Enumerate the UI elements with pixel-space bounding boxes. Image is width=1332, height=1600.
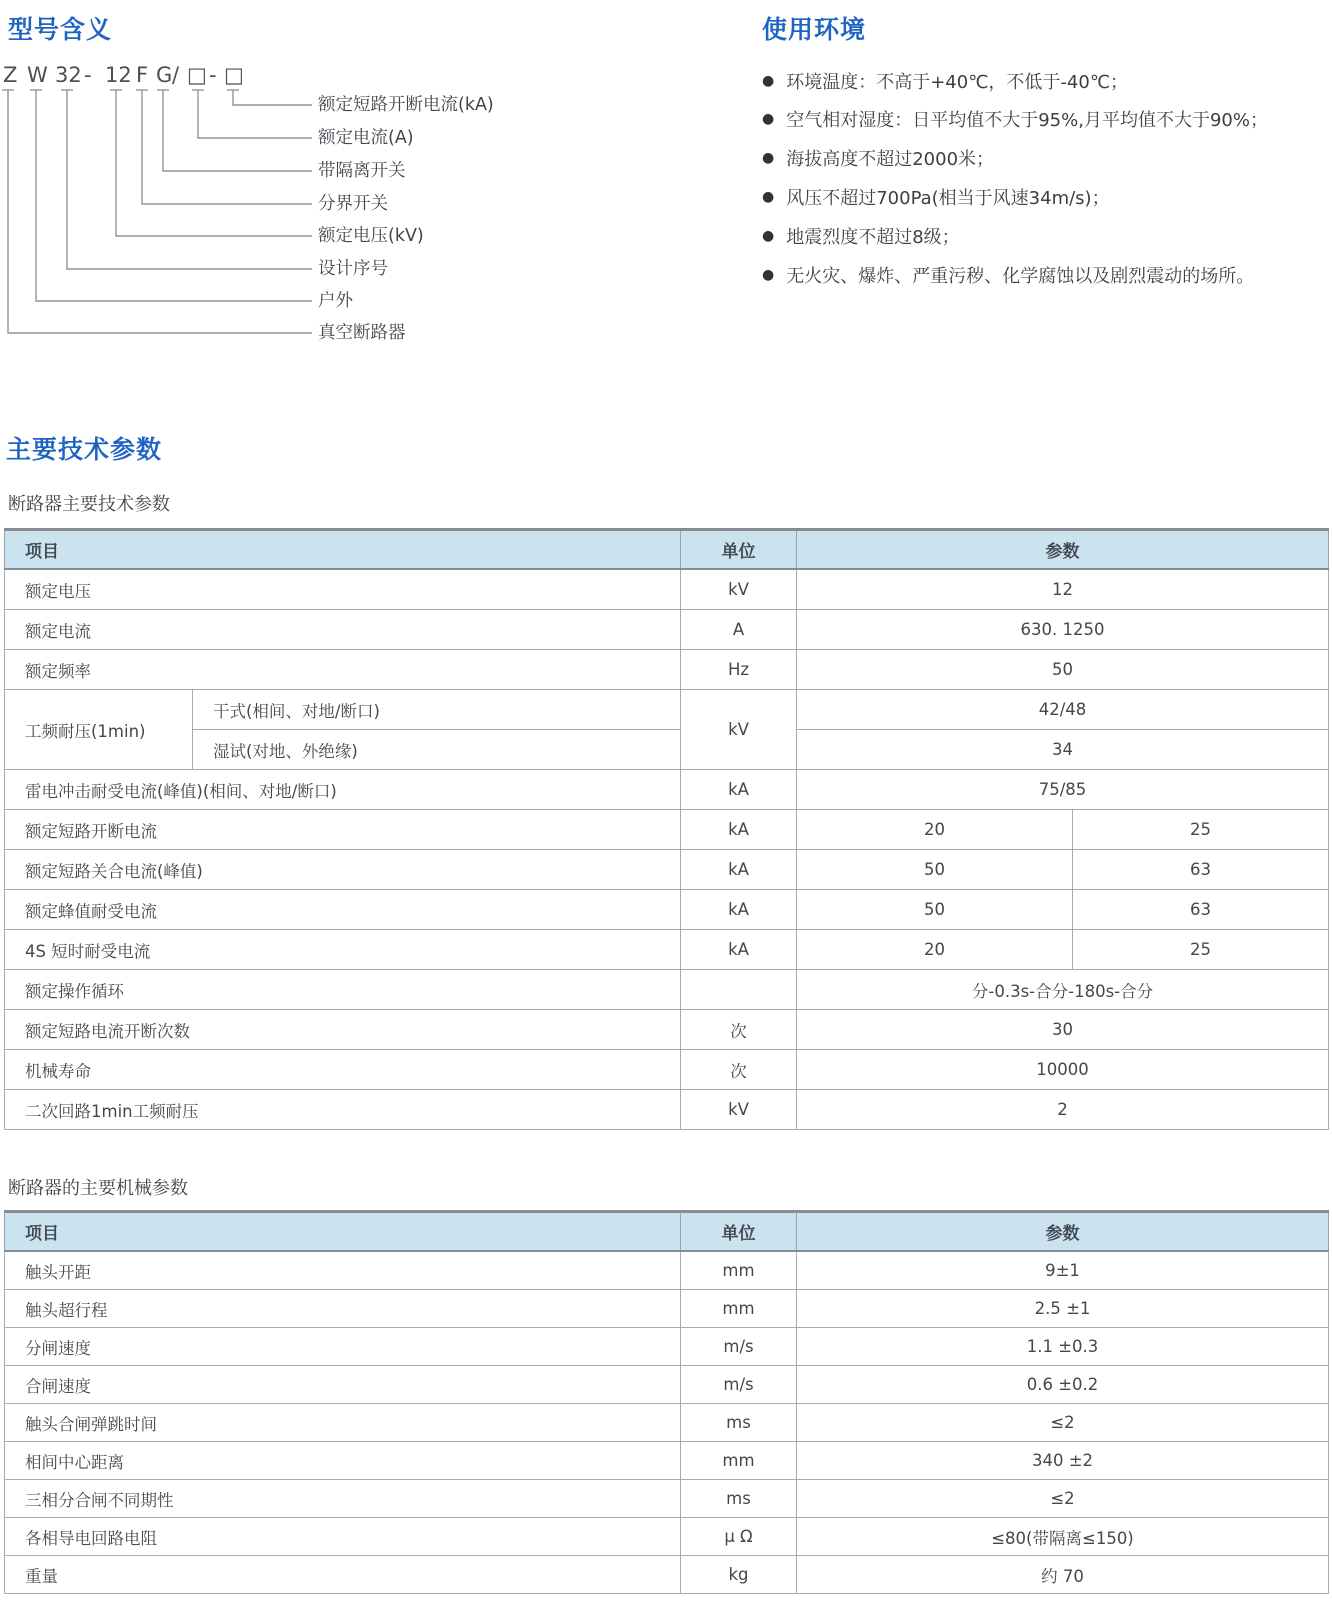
table-row xyxy=(5,1328,1329,1366)
value-cell: 12 xyxy=(797,569,1329,610)
item-cell: 触头超行程 xyxy=(5,1290,681,1328)
environment-item xyxy=(762,68,1128,94)
table-row xyxy=(5,690,1329,730)
table-row xyxy=(5,650,1329,690)
item-cell: 额定短路开断电流 xyxy=(5,810,681,850)
item-cell: 二次回路1min工频耐压 xyxy=(5,1090,681,1130)
column-header-item: 项目 xyxy=(5,1212,681,1252)
unit-cell: ms xyxy=(681,1480,797,1518)
item-cell: 额定短路关合电流(峰值) xyxy=(5,850,681,890)
model-code-placeholder-box: □ xyxy=(187,63,207,87)
table-row xyxy=(5,610,1329,650)
value-cell: 50 xyxy=(797,850,1073,890)
model-label: 分界开关 xyxy=(318,194,388,214)
unit-cell: kV xyxy=(681,1090,797,1130)
unit-cell: ms xyxy=(681,1404,797,1442)
table-row xyxy=(5,850,1329,890)
table-row xyxy=(5,1010,1329,1050)
value-cell: 630. 1250 xyxy=(797,610,1329,650)
unit-cell: kV xyxy=(681,690,797,770)
item-cell: 触头开距 xyxy=(5,1251,681,1290)
table-row xyxy=(5,890,1329,930)
unit-cell: mm xyxy=(681,1251,797,1290)
bullet-icon: ● xyxy=(762,111,775,127)
unit-cell: mm xyxy=(681,1442,797,1480)
unit-cell: A xyxy=(681,610,797,650)
unit-cell: kA xyxy=(681,890,797,930)
mech-table-caption: 断路器的主要机械参数 xyxy=(8,1178,188,1199)
table-row xyxy=(5,1290,1329,1328)
column-header-unit: 单位 xyxy=(681,530,797,570)
tech-section-title: 主要技术参数 xyxy=(6,435,163,464)
bullet-icon: ● xyxy=(762,150,775,166)
model-label: 额定短路开断电流(kA) xyxy=(318,95,494,115)
breaker-technical-parameters-table xyxy=(4,528,1329,1130)
tech-table-caption: 断路器主要技术参数 xyxy=(8,494,170,515)
item-group-cell: 工频耐压(1min) xyxy=(5,690,193,770)
value-cell: 20 xyxy=(797,810,1073,850)
value-cell: 340 ±2 xyxy=(797,1442,1329,1480)
value-cell: ≤2 xyxy=(797,1480,1329,1518)
environment-item-text: 环境温度：不高于+40℃，不低于-40℃； xyxy=(786,72,1129,93)
table-header-row xyxy=(5,1212,1329,1252)
model-label: 真空断路器 xyxy=(318,323,406,343)
model-label: 户外 xyxy=(318,291,353,311)
value-cell: 34 xyxy=(797,730,1329,770)
unit-cell: kA xyxy=(681,770,797,810)
column-header-param: 参数 xyxy=(797,1212,1329,1252)
item-cell: 额定蜂值耐受电流 xyxy=(5,890,681,930)
model-code-placeholder-box: □ xyxy=(224,63,244,87)
bullet-icon: ● xyxy=(762,73,775,89)
model-designation-diagram xyxy=(0,0,700,370)
value-cell: 0.6 ±0.2 xyxy=(797,1366,1329,1404)
item-cell: 4S 短时耐受电流 xyxy=(5,930,681,970)
item-cell: 额定操作循环 xyxy=(5,970,681,1010)
bullet-icon: ● xyxy=(762,228,775,244)
bullet-icon: ● xyxy=(762,267,775,283)
unit-cell: kV xyxy=(681,569,797,610)
model-code-token: 12 xyxy=(105,63,132,87)
environment-section-title: 使用环境 xyxy=(762,15,867,44)
value-cell: 42/48 xyxy=(797,690,1329,730)
value-cell: 50 xyxy=(797,650,1329,690)
value-cell: 25 xyxy=(1073,810,1329,850)
item-sub-cell: 湿试(对地、外绝缘) xyxy=(193,730,681,770)
table-row xyxy=(5,1090,1329,1130)
item-cell: 分闸速度 xyxy=(5,1328,681,1366)
table-row xyxy=(5,1251,1329,1290)
item-cell: 额定电流 xyxy=(5,610,681,650)
value-cell: 75/85 xyxy=(797,770,1329,810)
environment-item xyxy=(762,106,1268,132)
value-cell: ≤80(带隔离≤150) xyxy=(797,1518,1329,1556)
value-cell: 30 xyxy=(797,1010,1329,1050)
table-header-row xyxy=(5,530,1329,570)
model-label: 额定电压(kV) xyxy=(318,226,424,246)
unit-cell: m/s xyxy=(681,1366,797,1404)
table-row xyxy=(5,770,1329,810)
value-cell: 10000 xyxy=(797,1050,1329,1090)
unit-cell: kA xyxy=(681,850,797,890)
model-label: 额定电流(A) xyxy=(318,128,414,148)
table-row xyxy=(5,810,1329,850)
environment-item-text: 无火灾、爆炸、严重污秽、化学腐蚀以及剧烈震动的场所。 xyxy=(786,266,1255,287)
model-code-token: W xyxy=(27,63,48,87)
value-cell: 约 70 xyxy=(797,1556,1329,1594)
unit-cell: kg xyxy=(681,1556,797,1594)
environment-item xyxy=(762,145,994,171)
model-code-token: - xyxy=(209,63,217,87)
unit-cell: 次 xyxy=(681,1010,797,1050)
model-code-token: Z xyxy=(3,63,18,87)
item-cell: 触头合闸弹跳时间 xyxy=(5,1404,681,1442)
breaker-mechanical-parameters-table xyxy=(4,1210,1329,1594)
value-cell: ≤2 xyxy=(797,1404,1329,1442)
item-cell: 额定频率 xyxy=(5,650,681,690)
value-cell: 63 xyxy=(1073,850,1329,890)
item-cell: 重量 xyxy=(5,1556,681,1594)
model-connector-lines xyxy=(0,0,700,370)
environment-item xyxy=(762,262,1254,288)
value-cell: 20 xyxy=(797,930,1073,970)
unit-cell: m/s xyxy=(681,1328,797,1366)
value-cell: 2 xyxy=(797,1090,1329,1130)
value-cell: 63 xyxy=(1073,890,1329,930)
item-cell: 各相导电回路电阻 xyxy=(5,1518,681,1556)
column-header-param: 参数 xyxy=(797,530,1329,570)
value-cell: 50 xyxy=(797,890,1073,930)
model-code-token: F xyxy=(136,63,149,87)
item-cell: 雷电冲击耐受电流(峰值)(相间、对地/断口) xyxy=(5,770,681,810)
unit-cell: μ Ω xyxy=(681,1518,797,1556)
model-label: 设计序号 xyxy=(318,259,388,279)
column-header-unit: 单位 xyxy=(681,1212,797,1252)
model-code-token: / xyxy=(172,63,180,87)
environment-item xyxy=(762,223,960,249)
value-cell: 2.5 ±1 xyxy=(797,1290,1329,1328)
bullet-icon: ● xyxy=(762,189,775,205)
value-cell: 25 xyxy=(1073,930,1329,970)
unit-cell: kA xyxy=(681,810,797,850)
table-row xyxy=(5,569,1329,610)
item-sub-cell: 干式(相间、对地/断口) xyxy=(193,690,681,730)
value-cell: 1.1 ±0.3 xyxy=(797,1328,1329,1366)
environment-item xyxy=(762,184,1110,210)
item-cell: 三相分合闸不同期性 xyxy=(5,1480,681,1518)
table-row xyxy=(5,1518,1329,1556)
item-cell: 相间中心距离 xyxy=(5,1442,681,1480)
item-cell: 合闸速度 xyxy=(5,1366,681,1404)
environment-item-text: 地震烈度不超过8级； xyxy=(786,227,960,248)
table-row xyxy=(5,730,1329,770)
unit-cell xyxy=(681,970,797,1010)
table-row xyxy=(5,1404,1329,1442)
model-code-token: - xyxy=(84,63,92,87)
unit-cell: Hz xyxy=(681,650,797,690)
table-row xyxy=(5,1442,1329,1480)
model-section-title: 型号含义 xyxy=(8,15,113,44)
value-cell: 分-0.3s-合分-180s-合分 xyxy=(797,970,1329,1010)
model-label: 带隔离开关 xyxy=(318,161,406,181)
table-row xyxy=(5,1050,1329,1090)
item-cell: 机械寿命 xyxy=(5,1050,681,1090)
unit-cell: mm xyxy=(681,1290,797,1328)
model-code-token: G xyxy=(156,63,173,87)
unit-cell: kA xyxy=(681,930,797,970)
table-row xyxy=(5,1480,1329,1518)
unit-cell: 次 xyxy=(681,1050,797,1090)
table-row xyxy=(5,930,1329,970)
environment-item-text: 风压不超过700Pa(相当于风速34m/s)； xyxy=(786,188,1110,209)
environment-item-text: 空气相对湿度：日平均值不大于95%,月平均值不大于90%； xyxy=(786,110,1268,131)
environment-item-text: 海拔高度不超过2000米； xyxy=(786,149,995,170)
column-header-item: 项目 xyxy=(5,530,681,570)
model-code-token: 32 xyxy=(55,63,82,87)
item-cell: 额定电压 xyxy=(5,569,681,610)
value-cell: 9±1 xyxy=(797,1251,1329,1290)
item-cell: 额定短路电流开断次数 xyxy=(5,1010,681,1050)
table-row xyxy=(5,970,1329,1010)
table-row xyxy=(5,1556,1329,1594)
table-row xyxy=(5,1366,1329,1404)
